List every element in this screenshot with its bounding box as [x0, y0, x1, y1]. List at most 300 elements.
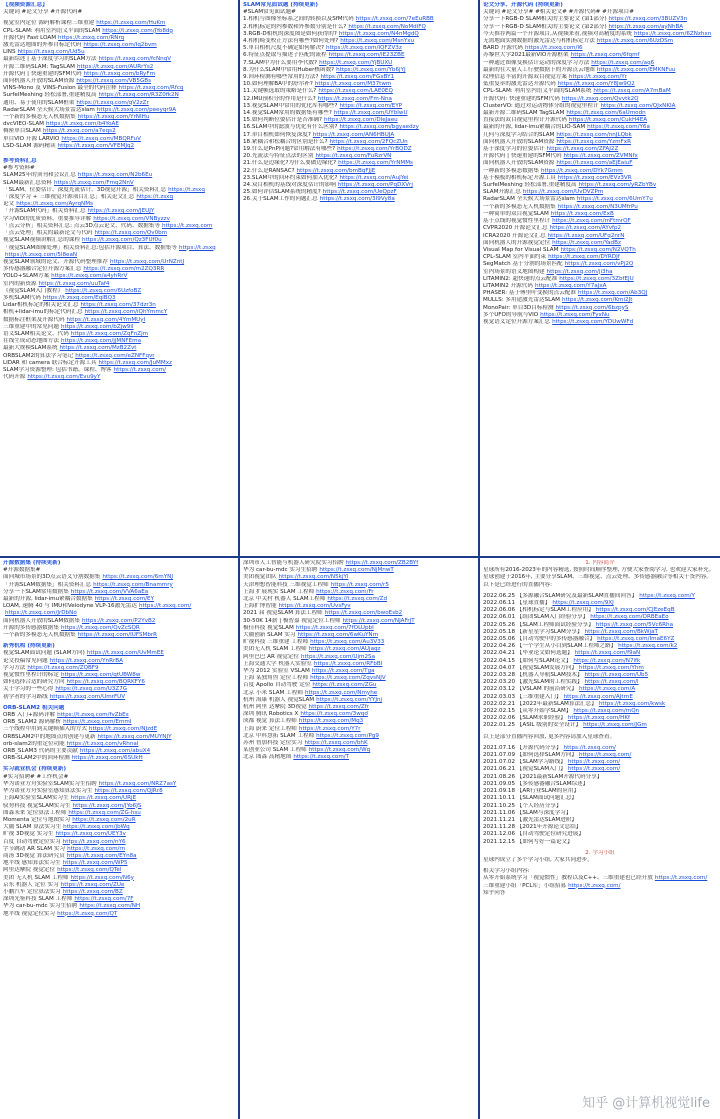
item-link[interactable]: https://t.zsxq.com/AN6HBUJA [312, 131, 395, 138]
item-link[interactable]: https://t.zsxq.com/6mYNJ [102, 574, 173, 581]
item-link[interactable]: https://t.zsxq.com/Qv0bm [94, 230, 168, 237]
item-link[interactable]: https://t.zsxq.com/Y7r [298, 725, 361, 732]
item-link[interactable]: https://t.zsxq.com/JrDbNo [5, 610, 77, 617]
item-link[interactable]: https://t.zsxq.com/6SUkH [71, 755, 143, 762]
item-link[interactable]: https://t.zsxq.com/UFq2nrN [547, 232, 625, 239]
item-text: 地平线 视觉定位实习 [3, 910, 56, 917]
item-link[interactable]: https://t.zsxq.com/NJAFrJT [342, 617, 415, 624]
item-link[interactable]: https://t.zsxq.com/T [293, 754, 350, 761]
item-link[interactable]: https://t.zsxq.com/b4YoAE [45, 121, 119, 128]
item-text: 实习就业机会 (持续更新) [3, 766, 66, 773]
item-link[interactable]: https://t.zsxq.com/6UzfoBZ [65, 287, 142, 294]
item-link[interactable]: https://t.zsxq.com/YrBQDZ [337, 146, 412, 153]
item-link[interactable]: https://t.zsxq.com/iQhYmmcY [84, 309, 168, 316]
item-link[interactable]: https://t.zsxq.com/qV2zZr [76, 99, 149, 106]
item-link[interactable]: https://t.zsxq.com/NRZ7asY [98, 780, 177, 787]
item-link[interactable]: https://t.zsxq.com/Y6a [587, 124, 650, 131]
panel-paper-sharing [480, 0, 720, 556]
item-link[interactable]: https://t.zsxq.com/PqDXVrj [337, 182, 413, 189]
item-link[interactable]: https://t.zsxq.com/AUjaqz [308, 646, 381, 653]
item-text: 一个新的多模态无人机数据集 [3, 632, 76, 639]
list-item [483, 312, 717, 319]
item-link[interactable]: https://t.zsxq.com/Wq [308, 747, 371, 754]
item-link[interactable]: https://t.zsxq.com/6UzDSm [596, 38, 674, 45]
item-link[interactable]: https://t.zsxq.com/ZqFnZjm [70, 330, 149, 337]
item-text: 一种新的多模态数据集 [483, 167, 539, 174]
list-item [483, 672, 717, 679]
list-item [483, 701, 717, 708]
item-link[interactable]: https://t.zsxq.com/HuKm [96, 20, 166, 27]
item-link[interactable]: https://t.zsxq.com/EMKNFuu [596, 66, 676, 73]
item-link[interactable]: https://t.zsxq.com/6bzpyS [555, 304, 629, 311]
item-link[interactable]: https://t.zsxq.com/HKf [567, 715, 631, 722]
item-text: 阿里达摩院 视觉定位 [3, 867, 56, 874]
list-item [3, 121, 235, 128]
item-link[interactable]: https://t.zsxq.com/WP5 [62, 860, 128, 867]
item-link[interactable]: https://t.zsxq.com/NJzdE [88, 726, 158, 733]
item-link[interactable]: https://t.zsxq.com/N2VQTh [560, 246, 636, 253]
list-item [3, 165, 235, 172]
item-text: 直接法的双目视觉里程计开源代码 [483, 117, 567, 124]
item-link[interactable]: https://t.zsxq.com/UeQpzF [322, 189, 397, 196]
item-text: 最新综述 | 基于深度学习的SLAM方法 [3, 56, 97, 63]
item-text: 开源代码 | 快速重建的SFM代码 [483, 153, 562, 160]
item-link[interactable]: https://t.zsxq.com/Ub5 [584, 672, 649, 679]
item-link[interactable]: https://t.zsxq.com/vPj2Q [564, 261, 634, 268]
item-link[interactable]: https://t.zsxq.com/FuRzrVN [315, 153, 392, 160]
list-item [483, 694, 717, 701]
item-link[interactable]: https://t.zsxq.com/5Vc6Rha [595, 621, 674, 628]
item-text: YOLO+SLAM方案 [3, 273, 50, 280]
item-link[interactable]: https://t.zsxq.com/YnRrBA [49, 657, 123, 664]
item-link[interactable]: https://t.zsxq.com/LAE0EQ [318, 88, 393, 95]
item-link[interactable]: https://t.zsxq.com/UEY3v [55, 831, 126, 838]
item-link[interactable]: https://t.zsxq.com/Y8Jw9Q2 [557, 81, 635, 88]
item-link[interactable]: https://t.zsxq.com/YYJnj [316, 696, 383, 703]
item-link[interactable]: https://t.zsxq.com/N4nMgdQ [338, 30, 419, 37]
item-link[interactable]: https://t.zsxq.com/ZUe [60, 881, 125, 888]
item-link[interactable]: https://t.zsxq.com/uuTaf4 [38, 280, 110, 287]
list-item [483, 665, 717, 672]
item-link[interactable]: https://t.zsxq.com/A [579, 686, 636, 693]
list-item [483, 745, 717, 752]
item-link[interactable]: https://t.zsxq.com/ZVMNfx [563, 153, 638, 160]
item-link[interactable]: https://t.zsxq.com/UrNZntJ [109, 258, 185, 265]
item-link[interactable]: https://t.zsxq.com/YadBz [552, 239, 621, 246]
item-text: 9.回环检测有哪些常用的方法? [243, 74, 319, 81]
item-link[interactable]: https://t.zsxq.com/Pg9 [316, 732, 379, 739]
list-item [483, 890, 717, 897]
list-item [483, 247, 717, 254]
item-link[interactable]: https://t.zsxq.com/IUFSMbrR [77, 632, 158, 639]
item-link[interactable]: https://t.zsxq.com/R3Z0fk2N [98, 92, 179, 99]
item-link[interactable]: https://t.zsxq.com/Evu9yY [27, 374, 101, 381]
list-item [243, 88, 475, 95]
item-link[interactable]: https://t.zsxq.com/Ab3QJ [578, 290, 648, 297]
item-text: 某创业公司 SLAM 工程师 [243, 747, 307, 754]
item-link[interactable]: https://t.zsxq.com/YzmFxR [556, 138, 631, 145]
section-heading [243, 2, 475, 9]
item-link[interactable]: https://t.zsxq.com/QJRr8 [94, 788, 163, 795]
item-link[interactable]: https://t.zsxq.com/ [138, 603, 192, 610]
item-link[interactable]: https://t.zsxq.com/k2 [618, 643, 678, 650]
list-item [3, 360, 235, 367]
item-text: LITAMIN2 开源代码 [483, 282, 533, 289]
list-item [3, 741, 235, 748]
item-link[interactable]: https://t.zsxq.com/I6 [525, 45, 583, 52]
item-link[interactable]: https://t.zsxq.com/6wKuYNm [297, 632, 379, 639]
item-link[interactable]: https://t.zsxq.com/Yb6jYJ [336, 66, 406, 73]
item-link[interactable]: https://t.zsxq [168, 186, 205, 193]
list-item [483, 600, 717, 607]
item-link[interactable]: https://t.zsxq.com/VVA6aEa [70, 588, 149, 595]
item-link[interactable]: https://t.zsxq.com/bZjw9il [60, 323, 134, 330]
item-link[interactable]: https://t.zsxq [136, 194, 174, 201]
item-link[interactable]: https://t.zsxq.com/VB5GBs [76, 78, 152, 85]
item-link[interactable]: https://t.zsxq.com/VNByzzv [93, 215, 170, 222]
item-link[interactable]: https://t.zsxq.com/eZNFFqvr [75, 352, 155, 359]
item-link[interactable]: https://t.zsxq.com/jjMNFEma [60, 338, 142, 345]
item-link[interactable]: https://t.zsxq.com/MzB2Zvt [59, 345, 137, 352]
item-link[interactable]: https://t.zsxq.com/DYRDJf [548, 254, 620, 261]
item-text: 低重复率的激光雷达开源代码 [483, 81, 556, 88]
item-text: 2021.06.21 【视觉SLAM入门】 [483, 766, 566, 773]
item-link[interactable]: https://t.zsxq.com/BQRKFY6 [66, 679, 145, 686]
item-link[interactable]: https://t.zsxq.com/DleJaeu [324, 117, 398, 124]
item-link[interactable]: https://t.zsxq.com/N2b6Eu [77, 172, 153, 179]
item-link[interactable]: https://t.zsxq.com/kwsk [598, 700, 666, 707]
item-link[interactable]: https://t.zsxq [178, 244, 216, 251]
item-text: 19.什么是PnP问题?常用解法有哪些? [243, 146, 336, 153]
item-link[interactable]: https://t.zsxq.com/5l8eaN [5, 251, 78, 258]
item-text: 一个新的多模态无人机数据集 [483, 203, 556, 210]
item-link[interactable]: https://t.zsxq.com/N5kjYl [278, 574, 349, 581]
item-text: 11.关键帧选取的策略是什么? [243, 88, 317, 95]
list-item [243, 618, 475, 625]
item-link[interactable]: https://t.zsxq.com/f9aN [574, 650, 641, 657]
list-item [243, 16, 475, 23]
list-item [483, 31, 717, 38]
list-item [483, 574, 717, 581]
list-item [3, 658, 235, 665]
item-link[interactable]: https://t.zsxq.com/fvZbEs [57, 712, 129, 719]
item-link[interactable]: https://t.zsxq.com/bRyFm [83, 70, 156, 77]
item-link[interactable]: https://t.zsxq.com/NH [79, 903, 141, 910]
item-text: 2022.04.07 【视觉SLAM发展方向】 [483, 664, 578, 671]
item-link[interactable]: https://t.zsxq.com/ORBEaEo [590, 614, 669, 621]
list-item [483, 81, 717, 88]
item-link[interactable]: https://t.zsxq.com/m2ZQ3RR [83, 266, 165, 273]
item-link[interactable]: https://t.zsxq.com/U3Z7G [55, 686, 128, 693]
item-link[interactable]: https://t.zsxq.com/QJxNKIA [600, 102, 676, 109]
item-link[interactable]: https://t.zsxq.com/ZG-hsu [68, 809, 141, 816]
item-link[interactable]: https://t.zsxq.com/2FQcZUn [329, 138, 408, 145]
item-link[interactable]: https://t.zsxq.com/JYo6JS [72, 802, 142, 809]
item-link[interactable]: https://t.zsxq.com/YjBUXU [319, 59, 393, 66]
item-link[interactable]: https://t.zsxq.com/ZqvsNJV [310, 675, 386, 682]
item-link[interactable]: https://t.zsxq.com/peeyqr9A [96, 106, 177, 113]
item-link[interactable]: https://t.zsxq.com/ [113, 366, 166, 373]
item-link[interactable]: https://t.zsxq.com/a7eqs2 [42, 128, 116, 135]
item-link[interactable]: https://t.zsxq.com/JuMMxz [98, 359, 172, 366]
item-link[interactable]: https://t.zsxq.com/Fm-Nna [317, 95, 392, 102]
item-link[interactable]: https://t.zsxq.com/BZ [62, 888, 123, 895]
item-link[interactable]: https://t.zsxq.com/AURrYs2 [77, 63, 154, 70]
item-link[interactable]: https://t.zsxq.com/mQn [573, 708, 640, 715]
item-text: LINS [3, 49, 16, 56]
item-link[interactable]: https://t.zsxq.com/qtUBW8w [60, 672, 141, 679]
item-link[interactable]: https://t.zsxq.com/nnJLQbk [556, 131, 632, 138]
item-link[interactable]: https://t.zsxq.com/MBQRFuV [61, 135, 141, 142]
item-link[interactable]: https://t.zsxq.com/Yr [568, 74, 627, 81]
item-text: 2021.11.21 【激光雷达SLAM进阶】 [483, 816, 578, 823]
item-link[interactable]: https://t.zsxq.com/Iq2bvm [83, 42, 157, 49]
list-item [243, 45, 475, 52]
item-link[interactable]: https://t.zsxq.com/37dzr3n [80, 302, 156, 309]
item-link[interactable]: https://t.zsxq.com/FyxNu [540, 311, 610, 318]
list-item [483, 715, 717, 722]
item-link[interactable]: https://t.zsxq.com/EYP [339, 102, 403, 109]
item-link[interactable]: https://t.zsxq.com/A7mBaM [593, 88, 671, 95]
item-link[interactable]: https://t.zsxq.com/EqlBQ3 [42, 294, 116, 301]
item-text: 2022.03.20 【激光SLAM的工程实践】 [483, 679, 583, 686]
item-link[interactable]: https://t.zsxq.com/EYn8a [66, 852, 137, 859]
item-link[interactable]: https://t.zsxq.com/Qz3FUf0u [81, 237, 162, 244]
item-text: 2021.12.15 【如何写好一篇论文】 [483, 838, 573, 845]
item-link[interactable]: https://t.zsxq.com/MsnYxu [340, 38, 415, 45]
item-link[interactable]: https://t.zsxq.com/6aUmodn [566, 110, 646, 117]
item-link[interactable]: https://t.zsxq.com/UmrFUV [49, 693, 126, 700]
item-link[interactable]: https://t.zsxq.com/N3UMfrPu [557, 203, 638, 210]
list-item [3, 114, 235, 121]
list-item [243, 153, 475, 160]
item-text: 上海 扩展现实 SLAM 工程师 [243, 588, 315, 595]
list-item [483, 204, 717, 211]
item-link[interactable]: https://t.zsxq.com/RFbBI [313, 660, 383, 667]
list-item [3, 35, 235, 42]
item-link[interactable]: https://t.zsxq.com/fcNnqV [98, 56, 172, 63]
item-link[interactable]: https://t.zsxq.com/NjMnwT [319, 567, 394, 574]
item-link[interactable]: https://t.zsxq.com/Fmq2NnV [54, 179, 134, 186]
item-link[interactable]: https://t.zsxq.com/6ZNzhxn [634, 30, 712, 37]
item-link[interactable]: https://t.zsxq.com/Bnammry [93, 581, 173, 588]
item-text: Momenta 定位与地图实习 [3, 816, 71, 823]
item-link[interactable]: https://t.zsxq.com/Zd [327, 596, 388, 603]
item-link[interactable]: https://t.zsxq.com/nY6 [62, 838, 126, 845]
item-link[interactable]: https://t.zsxq.com/NoMdiFQ [348, 23, 426, 30]
list-item [3, 567, 235, 574]
list-item [243, 754, 475, 761]
item-link[interactable]: https://t.zsxq.com/ [567, 759, 621, 766]
item-link[interactable]: https://t.zsxq.com/EmmI [63, 719, 132, 726]
item-link[interactable]: https://t.zsxq.com/EY [94, 596, 154, 603]
item-link[interactable]: https://t.zsxq.com/QT [57, 910, 118, 917]
item-link[interactable]: https://t.zsxq.com/AuJYei [339, 174, 409, 181]
item-link[interactable]: https://t.zsxq.com/FGxBY1 [320, 74, 395, 81]
list-item [243, 60, 475, 67]
item-text: 上海 蔚来 定位工程师 [243, 725, 297, 732]
list-item [3, 817, 235, 824]
item-link[interactable]: https://t.zsxq.com/YDUwWFd [552, 318, 634, 325]
item-link[interactable]: https://t.zsxq.com/QTel [57, 867, 122, 874]
list-item [483, 788, 717, 795]
item-link[interactable]: https://t.zsxq.com/Fr [316, 588, 374, 595]
item-link[interactable]: https://t.zsxq.com/ImaE6YZ [597, 636, 675, 643]
item-link[interactable]: https://t.zsxq.com/a4yhRrV [51, 273, 128, 280]
item-link[interactable]: https://t.zsxq.com/Yhm [579, 664, 644, 671]
item-link[interactable]: https://t.zsxq.com/ZQBF9 [27, 664, 99, 671]
item-link[interactable]: https://t.zsxq.com/ExB [550, 210, 614, 217]
item-text: 8.为什么SLAM中常用Huber核函数? [243, 66, 335, 73]
list-item [243, 560, 475, 567]
item-link[interactable]: https://t.zsxq.com/CukH4EA [568, 117, 648, 124]
item-link[interactable]: https://t.zsxq.com/bgyaedzy [339, 124, 419, 131]
item-link[interactable]: https://t.zsxq.com/N7ifk [573, 657, 641, 664]
item-link[interactable]: https://t.zsxq.com/Nmyhe [304, 689, 378, 696]
item-link[interactable]: https://t.zsxq.com/Rfcq [118, 85, 184, 92]
item-link[interactable]: https://t.zsxq.com/bhK [304, 740, 368, 747]
row-divider [0, 556, 720, 558]
item-link[interactable]: https://t.zsxq.com/AYvfp2 [549, 225, 622, 232]
item-text: 北京 中关村 机器人 SLAM工程师 [243, 596, 326, 603]
item-text: 地平线 感知算法实习生 [3, 860, 61, 867]
item-link[interactable]: https://t.zsxq.com/l [584, 679, 639, 686]
item-link[interactable]: https://t.zsxq.com/ZB2BYf [345, 560, 419, 566]
item-link[interactable]: https://t.zsxq.com/ZGu [312, 682, 377, 689]
item-link[interactable]: https://t.zsxq.com/4YmMUyI [66, 316, 146, 323]
list-item [483, 643, 717, 650]
item-text: 16.SLAM中的滤波与优化有什么区别? [243, 124, 338, 131]
item-link[interactable]: https://t.zsxq.com/7fOLUpbI [295, 624, 374, 631]
item-link[interactable]: https://t.zsxq.com/YrNMMs [338, 160, 413, 167]
item-link[interactable]: https://t.zsxq.com [161, 222, 213, 229]
item-link[interactable]: https://t.zsxq.com/P2YvB2 [81, 617, 156, 624]
item-link[interactable]: https://t.zsxq.com/Mq3 [298, 718, 364, 725]
item-text: SLAM最新汇总资料 [3, 179, 53, 186]
item-link[interactable]: https://t.zsxq.com/QvZcSQR [60, 624, 140, 631]
item-link[interactable]: https://t.zsxq.com/rn [67, 845, 126, 852]
item-link[interactable]: https://t.zsxq.com/ji3ha [546, 268, 613, 275]
list-item [3, 650, 235, 657]
item-link[interactable]: https://t.zsxq.com/Y7aJxA [534, 282, 607, 289]
item-link[interactable]: https://t.zsxq.com/aEjEaiuF [556, 160, 633, 167]
item-link[interactable]: https://t.zsxq.com/YrNIHu [77, 114, 150, 121]
list-item [3, 245, 235, 252]
item-link[interactable]: https://t.zsxq.com/AJtrnE [563, 693, 633, 700]
item-text: 21.什么是边缘化?为什么要做边缘化? [243, 160, 337, 167]
item-link[interactable]: https://t.zsxq.com/IE23ZBE [328, 52, 405, 59]
item-link[interactable]: https://t.zsxq.com/2uR [72, 816, 136, 823]
item-link[interactable]: https://t.zsxq.com/CJEzeEqB [595, 607, 675, 614]
item-link[interactable]: https://t.zsxq.com/3ZbfEJU [559, 275, 634, 282]
list-item [3, 317, 235, 324]
item-link[interactable]: https://t.zsxq.com/Y [639, 592, 695, 599]
list-item [3, 748, 235, 755]
item-link[interactable]: https://t.zsxq.com/URjE [70, 795, 137, 802]
item-link[interactable]: https://t.zsxq.com/6UmY7u [576, 196, 653, 203]
list-item [483, 297, 717, 304]
item-text: 2022.02.15 【从零开始学SLAM】 [483, 708, 572, 715]
item-link[interactable]: https://t.zsxq.com/Qvvtk2Q [561, 95, 639, 102]
item-link[interactable]: https://t.zsxq.com/abuX4 [79, 748, 151, 755]
item-link[interactable]: https://t.zsxq.com/Tga [311, 668, 375, 675]
item-link[interactable]: https://t.zsxq.com/MUYNJY [97, 733, 172, 740]
item-text: 新秀机构 (持续更新) [3, 643, 55, 650]
item-link[interactable]: https://t.zsxq.com/Ud5u [17, 49, 85, 56]
item-link[interactable]: https://t.zsxq.com/UvMmEE [86, 650, 164, 657]
item-link[interactable]: https://t.zsxq.com/Kmi2Jt [561, 297, 633, 304]
item-text: 20.光流法与特征点法的区别 [243, 153, 314, 160]
item-link[interactable]: https://t.zsxq.com/Au3V33 [310, 639, 385, 646]
item-link[interactable]: https://t.zsxq.com/7eEuRBB [355, 16, 434, 23]
item-link[interactable]: https://t.zsxq.com/M37twm [314, 81, 392, 88]
item-link[interactable]: https://t.zsxq.com/UvsFyv [278, 603, 351, 610]
item-text: 代码开源 [3, 374, 26, 381]
item-link[interactable]: https://t.zsxq.com/6fqmf [570, 52, 640, 59]
item-link[interactable]: https://t.zsxq.com/3BUZV3n [608, 16, 688, 23]
item-text: 最新的开源, lidar-imu紧耦合的LIO-SAM [483, 124, 586, 131]
list-item [483, 189, 717, 196]
item-link[interactable]: https://t.zsxq.com/ayNhBA [608, 23, 684, 30]
item-link[interactable]: https://t.zsxq.com/aq6 [591, 59, 655, 66]
item-link[interactable]: https://t.zsxq.com/3wqd [300, 711, 368, 718]
item-link[interactable]: https://t.zsxq.com/r5 [330, 581, 389, 588]
item-link[interactable]: https://t.zsxq.com/vRhnaI [66, 740, 139, 747]
item-link[interactable]: https://t.zsxq.com/UYbIwU [333, 110, 408, 117]
item-link[interactable]: https://t.zsxq.com/jbWq [63, 824, 130, 831]
item-link[interactable]: https://t.zsxq.com/bwoEsb2 [324, 610, 403, 617]
list-item [243, 654, 475, 661]
item-link[interactable]: https://t.zsxq.com/EVz3VR [557, 174, 632, 181]
item-link[interactable]: https://t.zsxq.com/VFEMJq2 [57, 142, 135, 149]
item-link[interactable]: https://t.zsxq.com/N6y [70, 874, 134, 881]
item-link[interactable]: https://t.zsxq.com/Ujm2Sa [301, 653, 376, 660]
item-text: #参考资料# [3, 165, 35, 172]
item-link[interactable]: https://t.zsxq.com/RNrq [58, 34, 125, 41]
item-link[interactable]: https://t.zsxq.com/ [563, 744, 616, 751]
item-link[interactable]: https://t.zsxq.com/JYo8dg [102, 27, 173, 34]
item-link[interactable]: https://t.zsxq.com/ [568, 882, 621, 889]
item-link[interactable]: https://t.zsxq.com/Zfr [308, 704, 369, 711]
item-link[interactable]: https://t.zsxq.com/AyrqNMs [16, 201, 93, 208]
item-text: 小鹏汽车 定位算法实习 [3, 888, 61, 895]
item-link[interactable]: https://t.zsxq.com/9XJ [552, 600, 614, 607]
item-text: PHASER: 基于傅里叶变换的点云配准 [483, 290, 576, 297]
item-text: 相关学习小组内容: [483, 868, 530, 875]
item-link[interactable]: https://t.zsxq.com/3I9Vy8a [319, 196, 395, 203]
item-link[interactable]: https://t.zsxq.com/ [567, 766, 621, 773]
item-link[interactable]: https://t.zsxq.com/ZFAJ2Z [546, 146, 619, 153]
item-text: 2022.03.28 【机器人导航SLAM技术】 [483, 672, 583, 679]
item-link[interactable]: https://t.zsxq.com/DYk7Gmm [540, 167, 623, 174]
item-link[interactable]: https://t.zsxq.com/yRZbYBv [578, 182, 657, 189]
item-link[interactable]: https://t.zsxq.com/7F [74, 896, 134, 903]
item-link[interactable]: https://t.zsxq.com/JEUJY [87, 208, 155, 215]
list-item [243, 567, 475, 574]
item-link[interactable]: https://t.zsxq.com/ [654, 875, 708, 882]
item-link[interactable]: https://t.zsxq.com/ [579, 752, 632, 759]
list-item [483, 168, 717, 175]
list-item [3, 56, 235, 63]
item-link[interactable]: https://t.zsxq.com/IQFZV3z [326, 45, 402, 52]
item-link[interactable]: https://t.zsxq.com/BkWjaT [584, 628, 658, 635]
item-link[interactable]: https://t.zsxq.com/mFtmrQF [552, 218, 631, 225]
item-link[interactable]: https://t.zsxq.com/UvDVZPm [522, 189, 604, 196]
list-item [243, 625, 475, 632]
item-link[interactable]: https://t.zsxq.com/bmBqFJjE [296, 167, 376, 174]
item-text: SegMatch 基于分割的场景匹配 [483, 261, 563, 268]
item-link[interactable]: https://t.zsxq.com/JGm [583, 722, 647, 729]
